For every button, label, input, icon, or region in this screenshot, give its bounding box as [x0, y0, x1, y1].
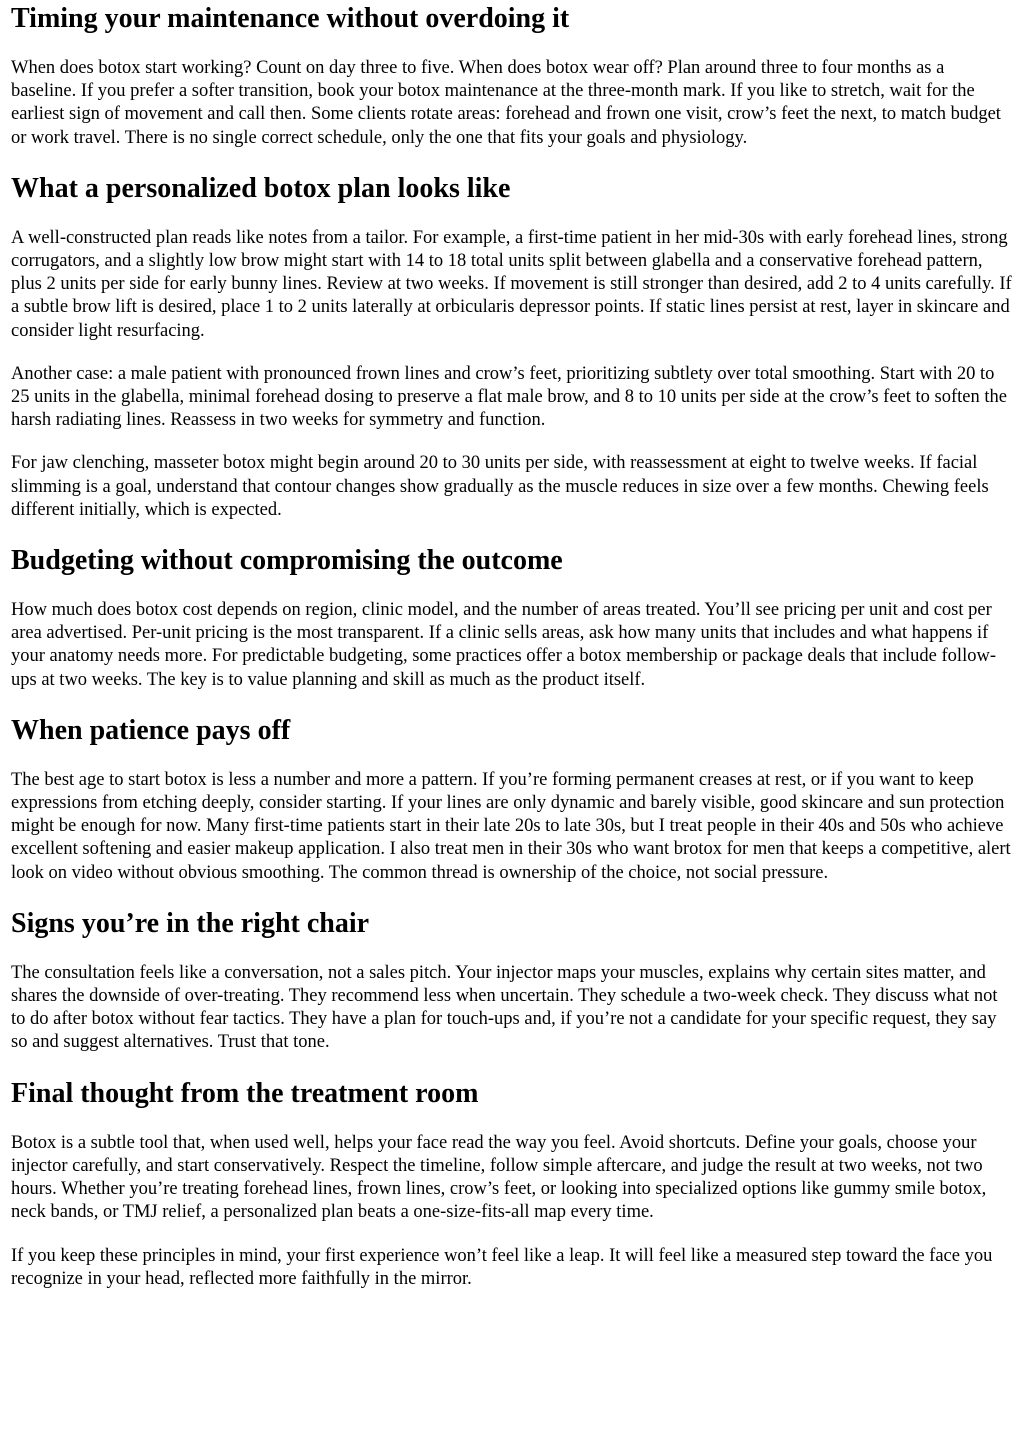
section-heading: Budgeting without compromising the outcome: [11, 545, 563, 577]
paragraph: A well-constructed plan reads like notes from a tailor. For example, a first-time patient in her mid-30s with early forehead lines, strong corrugators, and a slightly low brow might start with 14 to 18 total units split between glabella and a conservative forehead pattern, plus 2 units per side for early bunny lines. Review at two weeks. If movement is still stronger than desired, add 2 to 4 units carefully. If a subtle brow lift is desired, place 1 to 2 units laterally at orbicularis depressor points. If static lines persist at rest, layer in skincare and consider light resurfacing.: [11, 227, 1012, 341]
section-heading: When patience pays off: [11, 714, 291, 746]
paragraph: Botox is a subtle tool that, when used well, helps your face read the way you feel. Avoid shortcuts. Define your goals, choose your injector carefully, and start conservatively. Respect the timeline, follow simple aftercare, and judge the result at two weeks, not two hours. Whether you’re treating forehead lines, frown lines, crow’s feet, or looking into specialized options like gummy smile botox, neck bands, or TMJ relief, a personalized plan beats a one-size-fits-all map every time.: [11, 1132, 987, 1223]
paragraph: If you keep these principles in mind, your first experience won’t feel like a leap. It will feel like a measured step toward the face you recognize in your head, reflected more faithfully in the mirror.: [11, 1245, 993, 1289]
paragraph: The consultation feels like a conversation, not a sales pitch. Your injector maps your muscles, explains why certain sites matter, and shares the downside of over-treating. They recommend less when uncertain. They schedule a two-week check. They discuss what not to do after botox without fear tactics. They have a plan for touch-ups and, if you’re not a candidate for your specific request, they say so and suggest alternatives. Trust that tone.: [11, 962, 998, 1053]
section-heading: Final thought from the treatment room: [11, 1077, 479, 1109]
section-budgeting: [11, 544, 1013, 692]
section-timing-maintenance: [11, 0, 1013, 150]
paragraph: When does botox start working? Count on day three to five. When does botox wear off? Plan around three to four months as a baseline. If you prefer a softer transition, book your botox maintenance at the three-month mark. If you like to stretch, wait for the earliest sign of movement and call then. Some clients rotate areas: forehead and frown one visit, crow’s feet the next, to match budget or work travel. There is no single correct schedule, only the one that fits your goals and physiology.: [11, 58, 1001, 148]
paragraph: The best age to start botox is less a number and more a pattern. If you’re forming permanent creases at rest, or if you want to keep expressions from etching deeply, consider starting. If your lines are only dynamic and barely visible, good skincare and sun protection might be enough for now. Many first-time patients start in their late 20s to late 30s, but I treat people in their 40s and 50s who achieve excellent softening and easier makeup application. I also treat men in their 30s who want brotox for men that keeps a competitive, alert look on video without obvious smoothing. The common thread is ownership of the choice, not social pressure.: [11, 769, 1011, 883]
section-final-thought: [11, 1077, 1013, 1291]
paragraph: How much does botox cost depends on region, clinic model, and the number of areas treated. You’ll see pricing per unit and cost per area advertised. Per-unit pricing is the most transparent. If a clinic sells areas, ask how many units that includes and what happens if your anatomy needs more. For predictable budgeting, some practices offer a botox membership or package deals that include follow-ups at two weeks. The key is to value planning and skill as much as the product itself.: [11, 600, 996, 690]
section-right-chair: [11, 907, 1013, 1055]
section-patience: [11, 714, 1013, 885]
section-heading: Signs you’re in the right chair: [11, 907, 370, 939]
paragraph: Another case: a male patient with pronounced frown lines and crow’s feet, prioritizing subtlety over total smoothing. Start with 20 to 25 units in the glabella, minimal forehead dosing to preserve a flat male brow, and 8 to 10 units per side at the crow’s feet to soften the harsh radiating lines. Reassess in two weeks for symmetry and function.: [11, 363, 1007, 431]
paragraph: For jaw clenching, masseter botox might begin around 20 to 30 units per side, with reassessment at eight to twelve weeks. If facial slimming is a goal, understand that contour changes show gradually as the muscle reduces in size over a few months. Chewing feels different initially, which is expected.: [11, 453, 989, 520]
section-heading: Timing your maintenance without overdoing it: [11, 3, 570, 34]
section-personalized-plan: [11, 172, 1013, 522]
section-heading: What a personalized botox plan looks like: [11, 172, 511, 204]
